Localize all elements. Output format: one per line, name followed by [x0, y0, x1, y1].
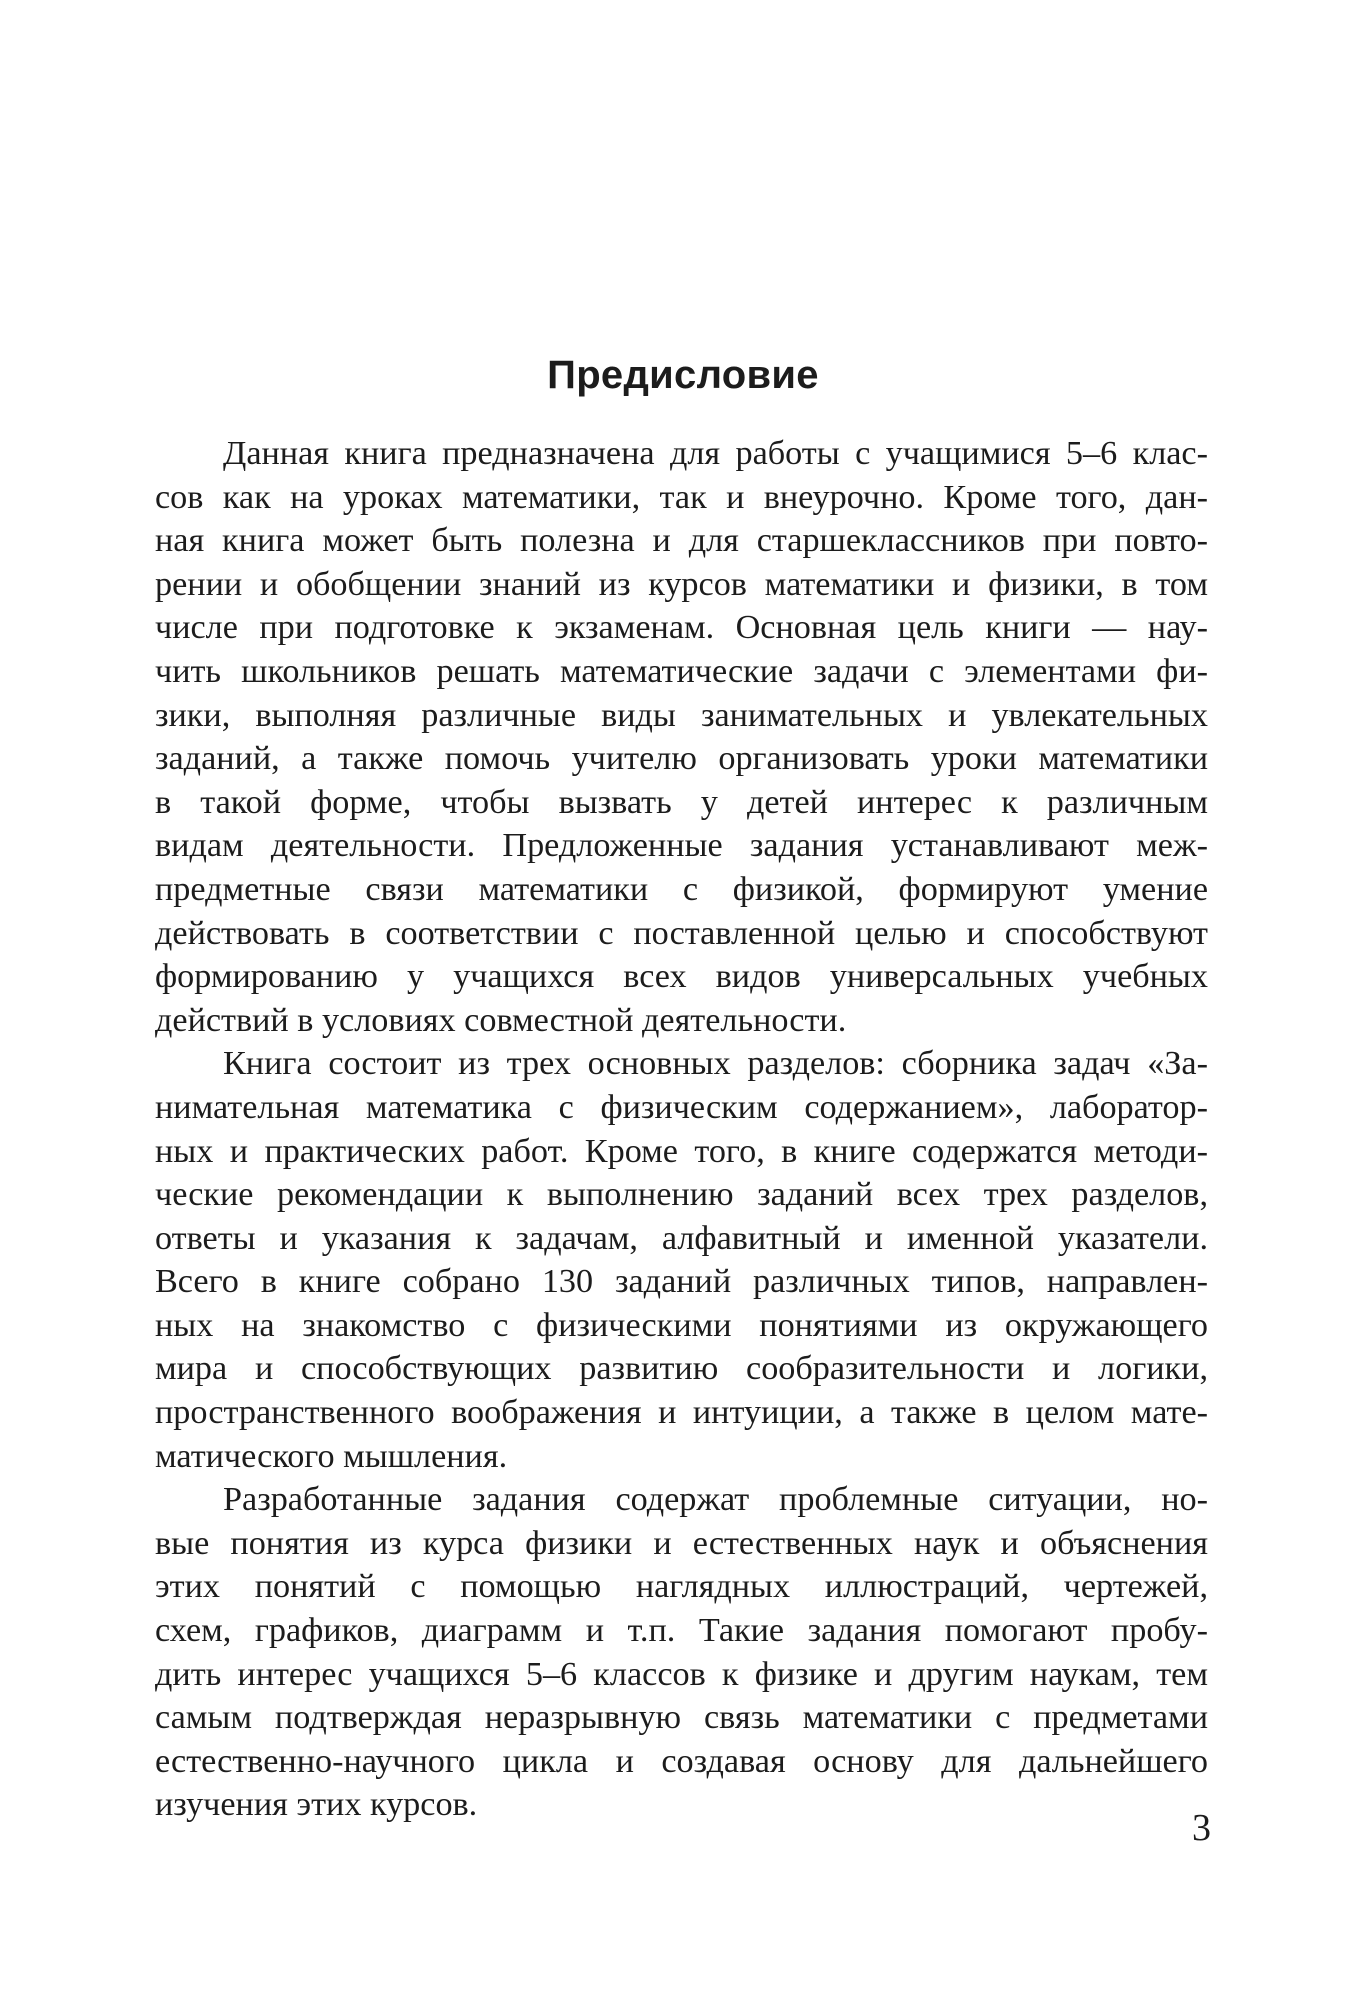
page-title: Предисловие [547, 353, 819, 397]
text-line: этих понятий с помощью наглядных иллюстраций, чертежей, [155, 1568, 1208, 1606]
paragraph-1 [155, 432, 1208, 1042]
text-line: Данная книга предназначена для работы с учащимися 5–6 клас- [223, 435, 1208, 472]
text-line: изучения этих курсов. [155, 1786, 478, 1824]
text-line: Книга состоит из трех основных разделов: сборника задач «За- [223, 1045, 1208, 1083]
text-line: в такой форме, чтобы вызвать у детей интерес к различным [155, 783, 1208, 821]
text-line: Разработанные задания содержат проблемные ситуации, но- [223, 1481, 1208, 1519]
text-line: ных и практических работ. Кроме того, в книге содержатся методи- [155, 1132, 1208, 1170]
paragraph-3 [155, 1478, 1208, 1827]
text-line: зики, выполняя различные виды занимательных и увлекательных [155, 696, 1208, 734]
text-line: действий в условиях совместной деятельности. [155, 1001, 847, 1039]
text-line: естественно-научного цикла и создавая основу для дальнейшего [155, 1742, 1208, 1780]
text-line: сов как на уроках математики, так и внеурочно. Кроме того, дан- [155, 478, 1208, 516]
text-line: вые понятия из курса физики и естественных наук и объяснения [155, 1524, 1208, 1562]
text-line: мира и способствующих развитию сообразительности и логики, [155, 1350, 1208, 1388]
text-line: матического мышления. [155, 1437, 508, 1475]
text-line: ответы и указания к задачам, алфавитный и именной указатели. [155, 1219, 1208, 1257]
text-line: нимательная математика с физическим содержанием», лаборатор- [155, 1088, 1208, 1126]
text-line: чить школьников решать математические задачи с элементами фи- [155, 652, 1208, 690]
text-line: самым подтверждая неразрывную связь математики с предметами [155, 1699, 1208, 1737]
text-line: формированию у учащихся всех видов универсальных учебных [155, 958, 1208, 996]
text-line: рении и обобщении знаний из курсов математики и физики, в том [155, 565, 1208, 603]
text-line: заданий, а также помочь учителю организовать уроки математики [155, 740, 1208, 778]
text-line: видам деятельности. Предложенные задания устанавливают меж- [155, 827, 1208, 865]
text-line: ная книга может быть полезна и для старшеклассников при повто- [155, 522, 1208, 560]
text-line: числе при подготовке к экзаменам. Основная цель книги — нау- [155, 609, 1208, 647]
text-line: дить интерес учащихся 5–6 классов к физике и другим наукам, тем [155, 1655, 1208, 1693]
text-line: схем, графиков, диаграмм и т.п. Такие задания помогают пробу- [155, 1612, 1208, 1650]
text-line: ческие рекомендации к выполнению заданий всех трех разделов, [155, 1176, 1208, 1214]
text-line: предметные связи математики с физикой, формируют умение [155, 870, 1208, 908]
text-line: действовать в соответствии с поставленной целью и способствуют [155, 914, 1208, 952]
text-line: ных на знакомство с физическими понятиями из окружающего [155, 1306, 1208, 1344]
text-line: Всего в книге собрано 130 заданий различных типов, направлен- [155, 1263, 1208, 1301]
page-number: 3 [1192, 1807, 1211, 1849]
preface-body [155, 432, 1208, 1827]
paragraph-2 [155, 1042, 1208, 1478]
text-line: пространственного воображения и интуиции, а также в целом мате- [155, 1394, 1208, 1432]
